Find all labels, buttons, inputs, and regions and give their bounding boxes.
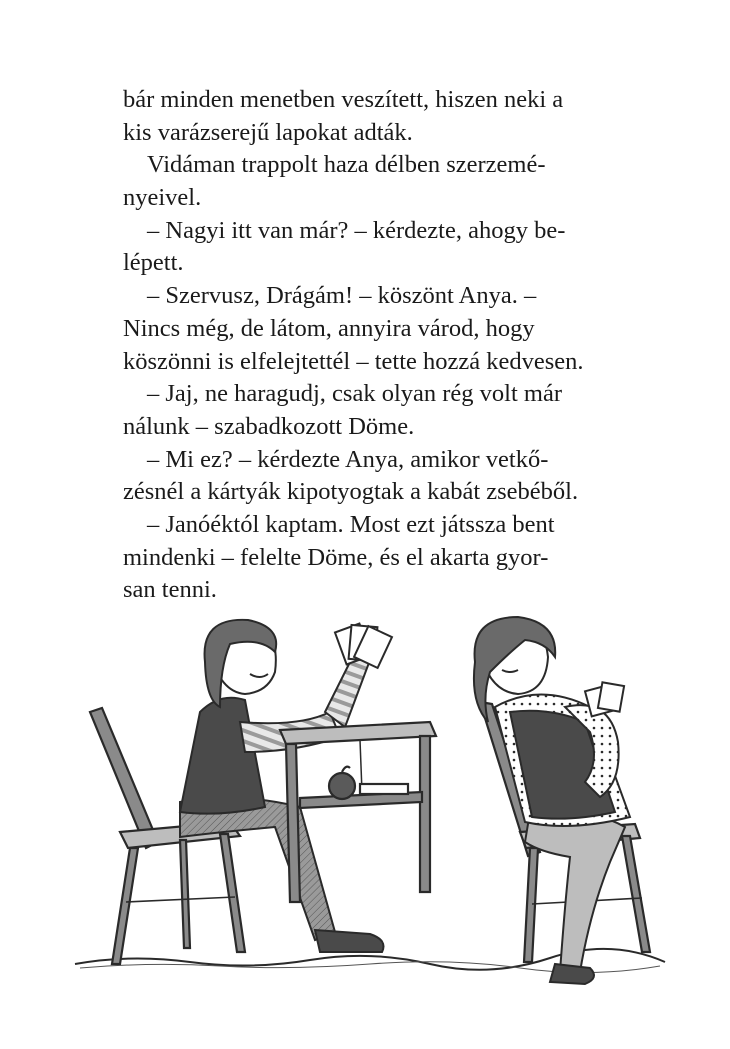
text-line-15: mindenki – felelte Döme, és el akarta gyor- xyxy=(123,543,549,571)
cards-in-hand-left xyxy=(335,624,392,668)
text-line-5: – Nagyi itt van már? – kérdezte, ahogy be- xyxy=(147,216,566,244)
text-line-11: nálunk – szabadkozott Döme. xyxy=(123,412,415,440)
text-line-3: Vidáman trappolt haza délben szerzemé- xyxy=(147,151,546,179)
text-line-6: lépett. xyxy=(123,249,184,277)
text-line-12: – Mi ez? – kérdezte Anya, amikor vetkő- xyxy=(147,445,549,473)
two-children-playing-cards-illustration xyxy=(70,612,670,1028)
text-line-9: köszönni is elfelejtettél – tette hozzá kedvesen. xyxy=(123,347,584,375)
right-child-figure xyxy=(474,617,630,984)
text-line-2: kis varázserejű lapokat adták. xyxy=(123,118,413,146)
text-line-4: nyeivel. xyxy=(123,184,202,212)
text-line-7: – Szervusz, Drágám! – köszönt Anya. – xyxy=(147,282,537,310)
text-line-8: Nincs még, de látom, annyira várod, hogy xyxy=(123,314,535,342)
story-text xyxy=(123,84,623,607)
text-line-14: – Janóéktól kaptam. Most ezt játssza bent xyxy=(147,510,555,538)
apple-icon xyxy=(329,773,355,799)
text-line-13: zésnél a kártyák kipotyogtak a kabát zsebéből. xyxy=(123,478,579,506)
text-line-1: bár minden menetben veszített, hiszen neki a xyxy=(123,86,564,113)
cards-in-hand-right xyxy=(585,682,624,716)
text-line-10: – Jaj, ne haragudj, csak olyan rég volt már xyxy=(147,380,563,408)
book-icon xyxy=(360,784,408,794)
text-line-16: san tenni. xyxy=(123,576,217,604)
